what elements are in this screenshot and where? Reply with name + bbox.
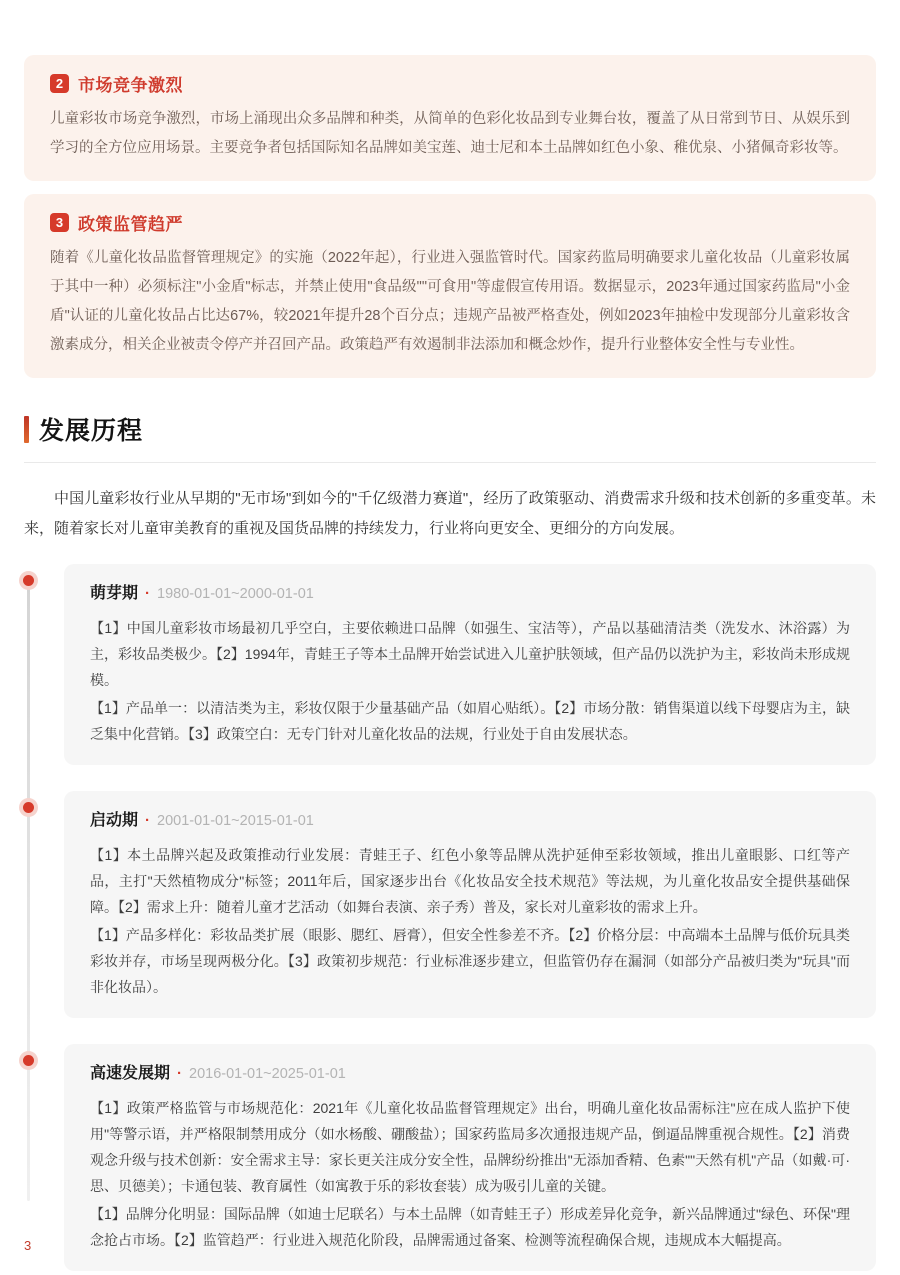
timeline-card-header <box>90 580 850 603</box>
heading-accent-bar <box>24 416 29 443</box>
timeline-line <box>27 580 30 1201</box>
callout-policy-regulation <box>24 194 876 378</box>
timeline-card-header <box>90 1060 850 1083</box>
timeline-dot <box>23 802 34 813</box>
timeline-card <box>64 791 876 1018</box>
timeline-card <box>64 564 876 765</box>
timeline-item-startup <box>64 791 876 1018</box>
timeline-dot <box>23 575 34 586</box>
timeline-paragraph: 【1】本土品牌兴起及政策推动行业发展：青蛙王子、红色小象等品牌从洗护延伸至彩妆领域，推出儿童眼影、口红等产品，主打"天然植物成分"标签；2011年后，国家逐步出台《化妆品安全技术规范》等法规，为儿童化妆品安全提供基础保障。【2】需求上升：随着儿童才艺活动（如舞台表演、亲子秀）普及，家长对儿童彩妆的需求上升。 <box>90 847 850 915</box>
timeline-stage-title: 萌芽期 <box>90 585 139 602</box>
callout-title: 政策监管趋严 <box>78 215 183 234</box>
callout-body: 儿童彩妆市场竞争激烈，市场上涌现出众多品牌和种类，从简单的色彩化妆品到专业舞台妆，覆盖了从日常到节日、从娱乐到学习的全方位应用场景。主要竞争者包括国际知名品牌如美宝莲、迪士尼和本土品牌如红色小象、稚优泉、小猪佩奇彩妆等。 <box>50 111 850 156</box>
timeline-paragraph: 【1】产品多样化：彩妆品类扩展（眼影、腮红、唇膏），但安全性参差不齐。【2】价格分层：中高端本土品牌与低价玩具类彩妆并存，市场呈现两极分化。【3】政策初步规范：行业标准逐步建立，但监管仍存在漏洞（如部分产品被归类为"玩具"而非化妆品）。 <box>90 927 850 995</box>
timeline-stage-period: 2001-01-01~2015-01-01 <box>157 813 314 829</box>
timeline-stage-title: 启动期 <box>90 812 139 829</box>
timeline-item-germination <box>64 564 876 765</box>
section-title: 发展历程 <box>39 417 144 445</box>
callout-title: 市场竞争激烈 <box>78 76 183 95</box>
callout-market-competition <box>24 55 876 181</box>
timeline-stage-title: 高速发展期 <box>90 1065 171 1082</box>
callout-header <box>50 71 850 96</box>
timeline-dot <box>23 1055 34 1066</box>
section-intro-paragraph: 中国儿童彩妆行业从早期的"无市场"到如今的"千亿级潜力赛道"，经历了政策驱动、消费需求升级和技术创新的多重变革。未来，随着家长对儿童审美教育的重视及国货品牌的持续发力，行业将向更安全、更细分的方向发展。 <box>24 490 876 537</box>
dot-separator: · <box>177 1065 183 1082</box>
callout-body: 随着《儿童化妆品监督管理规定》的实施（2022年起），行业进入强监管时代。国家药监局明确要求儿童化妆品（儿童彩妆属于其中一种）必须标注"小金盾"标志，并禁止使用"食品级""可食用"等虚假宣传用语。数据显示，2023年通过国家药监局"小金盾"认证的儿童化妆品占比达67%，较2021年提升28个百分点；违规产品被严格查处，例如2023年抽检中发现部分儿童彩妆含激素成分，相关企业被责令停产并召回产品。政策趋严有效遏制非法添加和概念炒作，提升行业整体安全性与专业性。 <box>50 250 850 353</box>
dot-separator: · <box>145 585 151 602</box>
timeline-item-rapid-development <box>64 1044 876 1271</box>
timeline-card <box>64 1044 876 1271</box>
timeline-card-header <box>90 807 850 830</box>
timeline-paragraph: 【1】中国儿童彩妆市场最初几乎空白，主要依赖进口品牌（如强生、宝洁等），产品以基础清洁类（洗发水、沐浴露）为主，彩妆品类极少。【2】1994年，青蛙王子等本土品牌开始尝试进入儿童护肤领域，但产品仍以洗护为主，彩妆尚未形成规模。 <box>90 620 850 688</box>
page-number: 3 <box>24 1238 32 1253</box>
callout-header <box>50 210 850 235</box>
section-header-development-history <box>24 411 876 447</box>
timeline-paragraph: 【1】政策严格监管与市场规范化：2021年《儿童化妆品监督管理规定》出台，明确儿童化妆品需标注"应在成人监护下使用"等警示语，并严格限制禁用成分（如水杨酸、硼酸盐）；国家药监局多次通报违规产品，倒逼品牌重视合规性。【2】消费观念升级与技术创新：安全需求主导：家长更关注成分安全性，品牌纷纷推出"无添加香精、色素""天然有机"产品（如戴·可·思、贝德美）；卡通包装、教育属性（如寓教于乐的彩妆套装）成为吸引儿童的关键。 <box>90 1100 850 1194</box>
timeline-paragraph: 【1】品牌分化明显：国际品牌（如迪士尼联名）与本土品牌（如青蛙王子）形成差异化竞争，新兴品牌通过"绿色、环保"理念抢占市场。【2】监管趋严：行业进入规范化阶段，品牌需通过备案、检测等流程确保合规，违规成本大幅提高。 <box>90 1206 850 1248</box>
development-timeline <box>24 564 876 1271</box>
timeline-stage-period: 1980-01-01~2000-01-01 <box>157 586 314 602</box>
timeline-stage-period: 2016-01-01~2025-01-01 <box>189 1066 346 1082</box>
section-number-badge: 2 <box>50 74 69 93</box>
dot-separator: · <box>145 812 151 829</box>
timeline-paragraph: 【1】产品单一：以清洁类为主，彩妆仅限于少量基础产品（如眉心贴纸）。【2】市场分散：销售渠道以线下母婴店为主，缺乏集中化营销。【3】政策空白：无专门针对儿童化妆品的法规，行业处于自由发展状态。 <box>90 700 850 742</box>
section-number-badge: 3 <box>50 213 69 232</box>
section-divider <box>24 462 876 463</box>
